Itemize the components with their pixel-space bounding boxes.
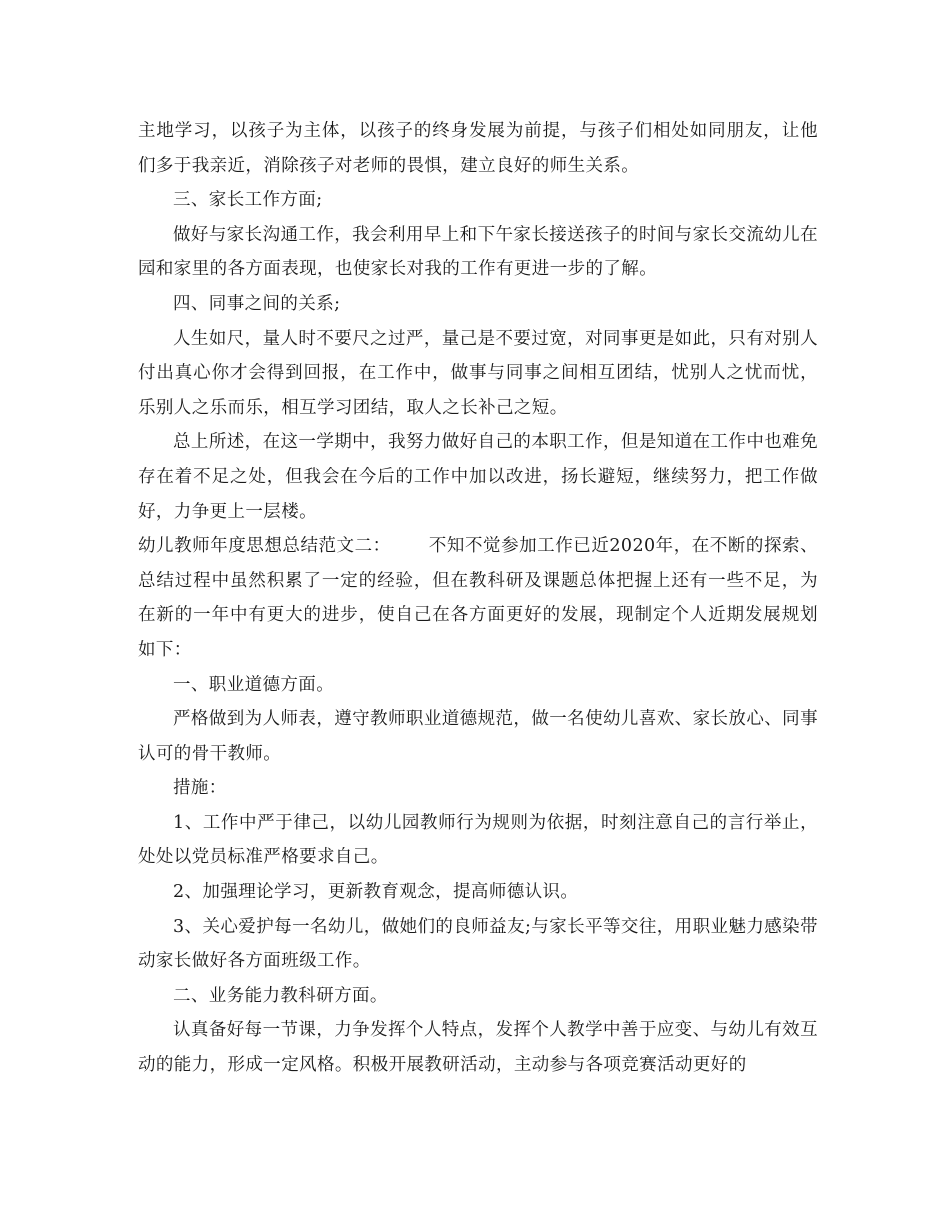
heading-parent-work: 三、家长工作方面; (173, 190, 323, 211)
heading-measures: 措施： (173, 778, 227, 799)
heading-professional-ethics: 一、职业道德方面。 (173, 674, 335, 695)
list-item: 1、工作中严于律己，以幼儿园教师行为规则为依据，时刻注意自己的言行举止，处处以党员标准严格要求自己。 (138, 812, 818, 868)
paragraph: 人生如尺，量人时不要尺之过严，量己是不要过宽，对同事更是如此，只有对别人付出真心你才会得到回报，在工作中，做事与同事之间相互团结，忧别人之忧而忧，乐别人之乐而乐，相互学习团结，取人之长补己之短。 (138, 328, 818, 418)
paragraph: 严格做到为人师表，遵守教师职业道德规范，做一名使幼儿喜欢、家长放心、同事认可的骨干教师。 (138, 709, 818, 764)
paragraph: 总上所述，在这一学期中，我努力做好自己的本职工作，但是知道在工作中也难免存在着不足之处，但我会在今后的工作中加以改进，扬长避短，继续努力，把工作做好，力争更上一层楼。 (138, 432, 818, 522)
list-item: 3、关心爱护每一名幼儿，做她们的良师益友;与家长平等交往，用职业魅力感染带动家长做好各方面班级工作。 (138, 916, 818, 972)
section-intro: 不知不觉参加工作已近2020年，在不断的探索、总结过程中虽然积累了一定的经验，但在教科研及课题总体把握上还有一些不足，为在新的一年中有更大的进步，使自己在各方面更好的发展，现制定个人近期发展规划如下： (138, 536, 818, 660)
section-heading: 幼儿教师年度思想总结范文二： (138, 536, 391, 557)
document-body (138, 114, 818, 1083)
paragraph: 做好与家长沟通工作，我会利用早上和下午家长接送孩子的时间与家长交流幼儿在园和家里的各方面表现，也使家长对我的工作有更进一步的了解。 (138, 224, 818, 280)
paragraph: 认真备好每一节课，力争发挥个人特点，发挥个人教学中善于应变、与幼儿有效互动的能力，形成一定风格。积极开展教研活动，主动参与各项竞赛活动更好的 (138, 1020, 818, 1076)
heading-research: 二、业务能力教科研方面。 (173, 985, 388, 1006)
section-two-paragraph (138, 529, 818, 667)
list-item: 2、加强理论学习，更新教育观念，提高师德认识。 (173, 882, 579, 903)
heading-colleague-relations: 四、同事之间的关系; (173, 293, 341, 314)
paragraph: 主地学习，以孩子为主体，以孩子的终身发展为前提，与孩子们相处如同朋友，让他们多于我亲近，消除孩子对老师的畏惧，建立良好的师生关系。 (138, 121, 818, 176)
